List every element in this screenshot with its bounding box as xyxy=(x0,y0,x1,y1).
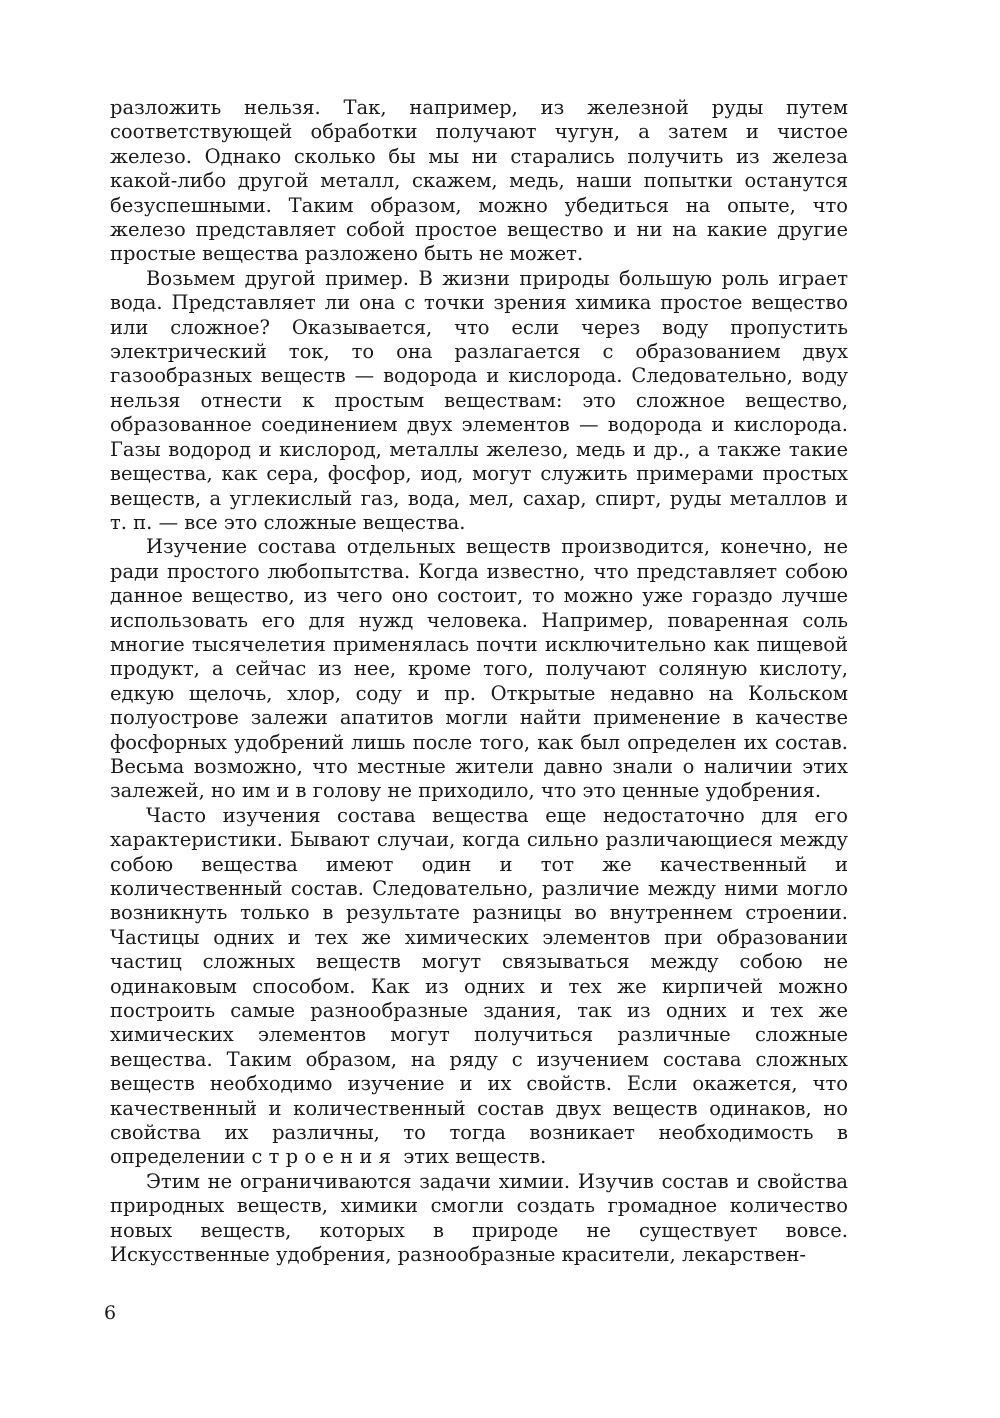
emphasis-word: строения xyxy=(251,1145,398,1169)
paragraph-5: Этим не ограничиваются задачи химии. Изучив состав и свойства природных веществ, химики смогли создать громадное количество новых веществ, которых в природе не существует вовсе. Искусственные удобрения, разнообразные красители, лекарствен- xyxy=(110,1169,848,1267)
paragraph-4 xyxy=(110,804,848,1170)
paragraph-3: Изучение состава отдельных веществ производится, конечно, не ради простого любопытства. Когда известно, что представляет собою данное вещество, из чего оно состоит, то можно уже гораздо лучше использовать его для нужд человека. Например, поваренная соль многие тысячелетия применялась почти исключительно как пищевой продукт, а сейчас из нее, кроме того, получают соляную кислоту, едкую щелочь, хлор, соду и пр. Открытые недавно на Кольском полуострове залежи апатитов могли найти применение в качестве фосфорных удобрений лишь после того, как был определен их состав. Весьма возможно, что местные жители давно знали о наличии этих залежей, но им и в голову не приходило, что это ценные удобрения. xyxy=(110,535,848,803)
body-text xyxy=(110,96,848,1268)
paragraph-1: разложить нельзя. Так, например, из железной руды путем соответствующей обработки получают чугун, а затем и чистое железо. Однако сколько бы мы ни старались получить из железа какой-либо другой металл, скажем, медь, наши попытки останутся безуспешными. Таким образом, можно убедиться на опыте, что железо представляет собой простое вещество и ни на какие другие простые вещества разложено быть не может. xyxy=(110,96,848,266)
paragraph-2: Возьмем другой пример. В жизни природы большую роль играет вода. Представляет ли она с точки зрения химика простое вещество или сложное? Оказывается, что если через воду пропустить электрический ток, то она разлагается с образованием двух газообразных веществ — водорода и кислорода. Следовательно, воду нельзя отнести к простым веществам: это сложное вещество, образованное соединением двух элементов — водорода и кислорода. Газы водород и кислород, металлы железо, медь и др., а также такие вещества, как сера, фосфор, иод, могут служить примерами простых веществ, а углекислый газ, вода, мел, сахар, спирт, руды металлов и т. п. — все это сложные вещества. xyxy=(110,266,848,534)
paragraph-4-tail: этих веществ. xyxy=(397,1145,547,1169)
paragraph-4-text: Часто изучения состава вещества еще недостаточно для его характеристики. Бывают случаи, когда сильно различающиеся между собою вещества имеют один и тот же качественный и количественный состав. Следовательно, различие между ними могло возникнуть только в результате разницы во внутреннем строении. Частицы одних и тех же химических элементов при образовании частиц сложных веществ могут связываться между собою не одинаковым способом. Как из одних и тех же кирпичей можно построить самые разнообразные здания, так из одних и тех же химических элементов могут получиться различные сложные вещества. Таким образом, на ряду с изучением состава сложных веществ необходимо изучение и их свойств. Если окажется, что качественный и количественный состав двух веществ одинаков, но свойства их различны, то тогда возникает необходимость в определении xyxy=(110,803,848,1169)
page-number: 6 xyxy=(104,1302,117,1324)
